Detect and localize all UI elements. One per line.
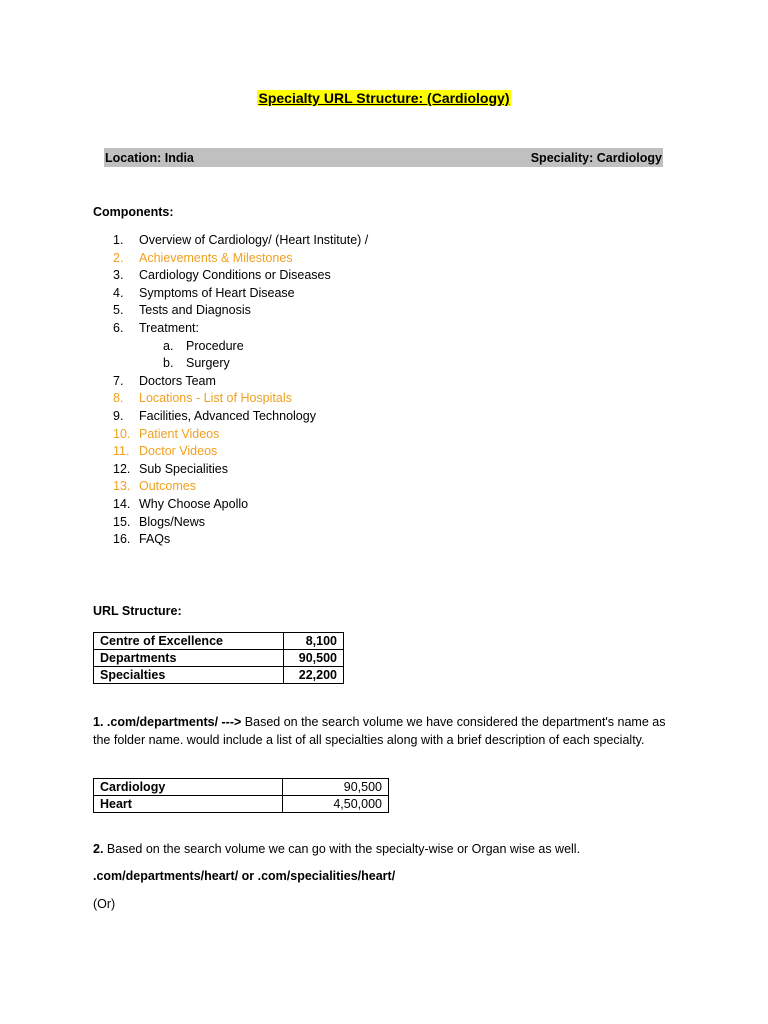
table-row [94,779,389,796]
volume-table-main [93,632,344,684]
table-row [94,667,344,684]
list-item-text: Outcomes [139,479,196,494]
list-item-number: 8. [113,391,124,406]
list-item-number: 16. [113,532,131,547]
list-item-number: 7. [113,373,124,388]
speciality-label: Speciality: Cardiology [530,150,662,165]
list-item-number: 9. [113,408,124,423]
paragraph-specialty-text: Based on the search volume we can go with the specialty-wise or Organ wise as well. [103,842,581,856]
list-item-number: b. [163,356,174,371]
table-cell-value: 4,50,000 [283,796,389,813]
list-item-text: Procedure [186,338,244,353]
list-item-number: 10. [113,426,131,441]
list-item-text: Doctors Team [139,373,216,388]
or-line: (Or) [93,897,116,911]
table-row [94,633,344,650]
table-cell-label: Heart [94,796,283,813]
table-cell-value: 90,500 [283,779,389,796]
list-item-text: Symptoms of Heart Disease [139,285,295,300]
list-item-text: Surgery [186,356,230,371]
list-item-number: 6. [113,320,124,335]
table-cell-label: Departments [94,650,284,667]
paragraph-specialty-lead: 2. [93,842,104,856]
list-item-number: 11. [113,444,130,459]
list-item-number: 14. [113,496,131,511]
table-row [94,650,344,667]
paragraph-departments-text: Based on the search volume we have considered the department's name as the folder name. would include a list of all specialties along with a brief description of each specialty. [93,715,666,747]
list-item-number: 5. [113,303,124,318]
table-cell-label: Specialties [94,667,284,684]
list-item-number: 1. [113,233,124,247]
list-item-text: Why Choose Apollo [139,496,249,511]
list-item-number: a. [163,338,174,353]
table-cell-label: Centre of Excellence [94,633,284,650]
list-item-number: 3. [113,268,124,283]
paragraph-departments [93,714,683,749]
table-cell-value: 90,500 [284,650,344,667]
document-title [0,90,768,106]
list-item-text: Locations - List of Hospitals [139,391,292,406]
list-item-text: Treatment: [139,320,199,335]
list-item-number: 15. [113,514,131,529]
document-title-text: Specialty URL Structure: (Cardiology) [258,90,510,106]
table-row [94,796,389,813]
url-structure-heading: URL Structure: [93,604,182,618]
list-item-text: Facilities, Advanced Technology [139,408,316,423]
list-item-number: 13. [113,479,131,494]
url-example-line: .com/departments/heart/ or .com/specialities/heart/ [93,869,396,883]
volume-table-cardiology [93,778,389,813]
components-heading: Components: [93,205,174,219]
list-item-text: Sub Specialities [139,461,228,476]
list-item-text: FAQs [139,532,171,547]
table-cell-label: Cardiology [94,779,283,796]
table-cell-value: 22,200 [284,667,344,684]
list-item-text: Tests and Diagnosis [139,303,251,318]
list-item-text: Overview of Cardiology/ (Heart Institute) / [139,233,369,247]
location-bar [104,148,663,167]
list-item-number: 12. [113,461,131,476]
list-item-text: Achievements & Milestones [139,250,293,265]
list-item-text: Patient Videos [139,426,220,441]
list-item-text: Cardiology Conditions or Diseases [139,268,331,283]
table-cell-value: 8,100 [284,633,344,650]
list-item-text: Blogs/News [139,514,205,529]
paragraph-departments-lead: 1. .com/departments/ ---> [93,715,242,729]
paragraph-specialty [93,841,683,859]
location-label: Location: India [105,150,194,165]
list-item-text: Doctor Videos [139,444,218,459]
list-item-number: 4. [113,285,124,300]
list-item-number: 2. [113,250,124,265]
